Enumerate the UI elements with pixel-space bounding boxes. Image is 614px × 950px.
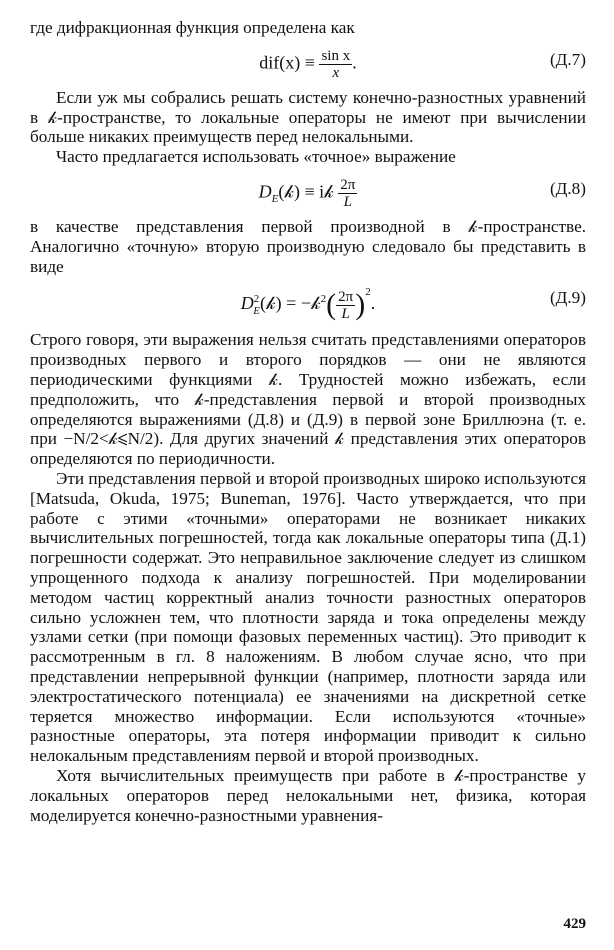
eq-d7-lhs: dif(x) ≡ <box>259 52 320 73</box>
paragraph-6: Эти представления первой и второй производных широко используются [Matsuda, Okuda, 1975; Buneman, 1976]. Часто утверждается, что при работе с этими «точными» операторами не возникает никаких вычислительных погрешностей, тогда как локальные операторы типа (Д.1) погрешности содержат. Это неправильное заключение следует из слишком упрощенного подхода к анализу погрешностей. При моделировании методом частиц корректный анализ точности разностных операторов сильно усложнен тем, что плотности заряда и тока определены между узлами сетки (при помощи фазовых переменных частиц). Это приводит к рассмотренным в гл. 8 наложениям. В любом случае ясно, что при представлении непрерывной функции (например, плотности заряда или электростатического потенциала) ее значениями на дискретной сетке теряется множество информации. Если используются «точные» разностные операторы, эта потеря информации приводит к сильно нелокальным представлениям первой и второй производных. <box>30 468 586 766</box>
page-body <box>30 18 586 825</box>
eq-d9-numerator: 2π <box>338 288 354 305</box>
equation-d9: $D^2_E(𝓀)$ = −𝓀$^2$( $\frac{2\pi}{L}$ )$^2$. (Д.9) <box>240 286 586 322</box>
page-number: 429 <box>563 916 586 932</box>
paragraph-1: где дифракционная функция определена как <box>30 18 355 37</box>
eq-d7-tail: . <box>352 52 357 73</box>
eq-d9-lhs: D <box>240 293 254 314</box>
eq-d8-denominator: L <box>343 193 352 210</box>
paragraph-7: Хотя вычислительных преимуществ при работе в 𝓀-пространстве у локальных операторов перед нелокальными нет, физика, которая моделируется конечно-разностными уравнения- <box>30 765 586 825</box>
equation-d8 <box>30 167 586 217</box>
eq-d8-arg: (𝓀) ≡ i𝓀 <box>278 181 339 202</box>
eq-d9-sup3: 2 <box>365 286 371 299</box>
eq-d9-sup2: 2 <box>320 293 327 306</box>
eq-d9-label: (Д.9) <box>549 288 586 308</box>
eq-d8-lhs: D <box>258 181 272 202</box>
paragraph-4: в качестве представления первой производной в 𝓀-пространстве. Аналогично «точную» вторую производную следовало бы представить в виде <box>30 216 586 276</box>
eq-d8-label: (Д.8) <box>549 178 586 198</box>
equation-d7 <box>30 38 586 82</box>
eq-d9-tail: . <box>370 293 376 314</box>
eq-d8-sub: E <box>271 193 279 206</box>
paragraph-5: Строго говоря, эти выражения нельзя считать представлениями операторов производных первого и второго порядков — они не являются периодическими функциями 𝓀. Трудностей можно избежать, если предположить, что 𝓀-представления первой и второй производных определяются выражениями (Д.8) и (Д.9) в первой зоне Бриллюэна (т. е. при −N/2<𝓀⩽N/2). Для других значений 𝓀 представления этих операторов определяются по периодичности. <box>30 330 586 469</box>
eq-d9-fraction <box>336 289 355 322</box>
eq-d7-numerator: sin x <box>321 47 351 64</box>
eq-d7-fraction <box>319 48 352 81</box>
eq-d9-sup: 2 <box>253 293 260 306</box>
eq-d9-denominator: L <box>341 305 350 322</box>
paragraph-2: Если уж мы собрались решать систему конечно-разностных уравнений в 𝓀-пространстве, то локальные операторы не имеют при вычислении больше никаких преимуществ перед нелокальными. <box>30 87 586 147</box>
eq-d9-sub: E <box>253 304 261 317</box>
eq-d7-denominator: x <box>332 64 340 81</box>
eq-d8-numerator: 2π <box>340 176 356 193</box>
eq-d9-arg: (𝓀) = −𝓀 <box>260 293 321 314</box>
eq-d8-fraction <box>338 177 357 210</box>
eq-d7-label: (Д.7) <box>549 49 586 69</box>
paragraph-3: Часто предлагается использовать «точное» выражение <box>56 147 456 167</box>
